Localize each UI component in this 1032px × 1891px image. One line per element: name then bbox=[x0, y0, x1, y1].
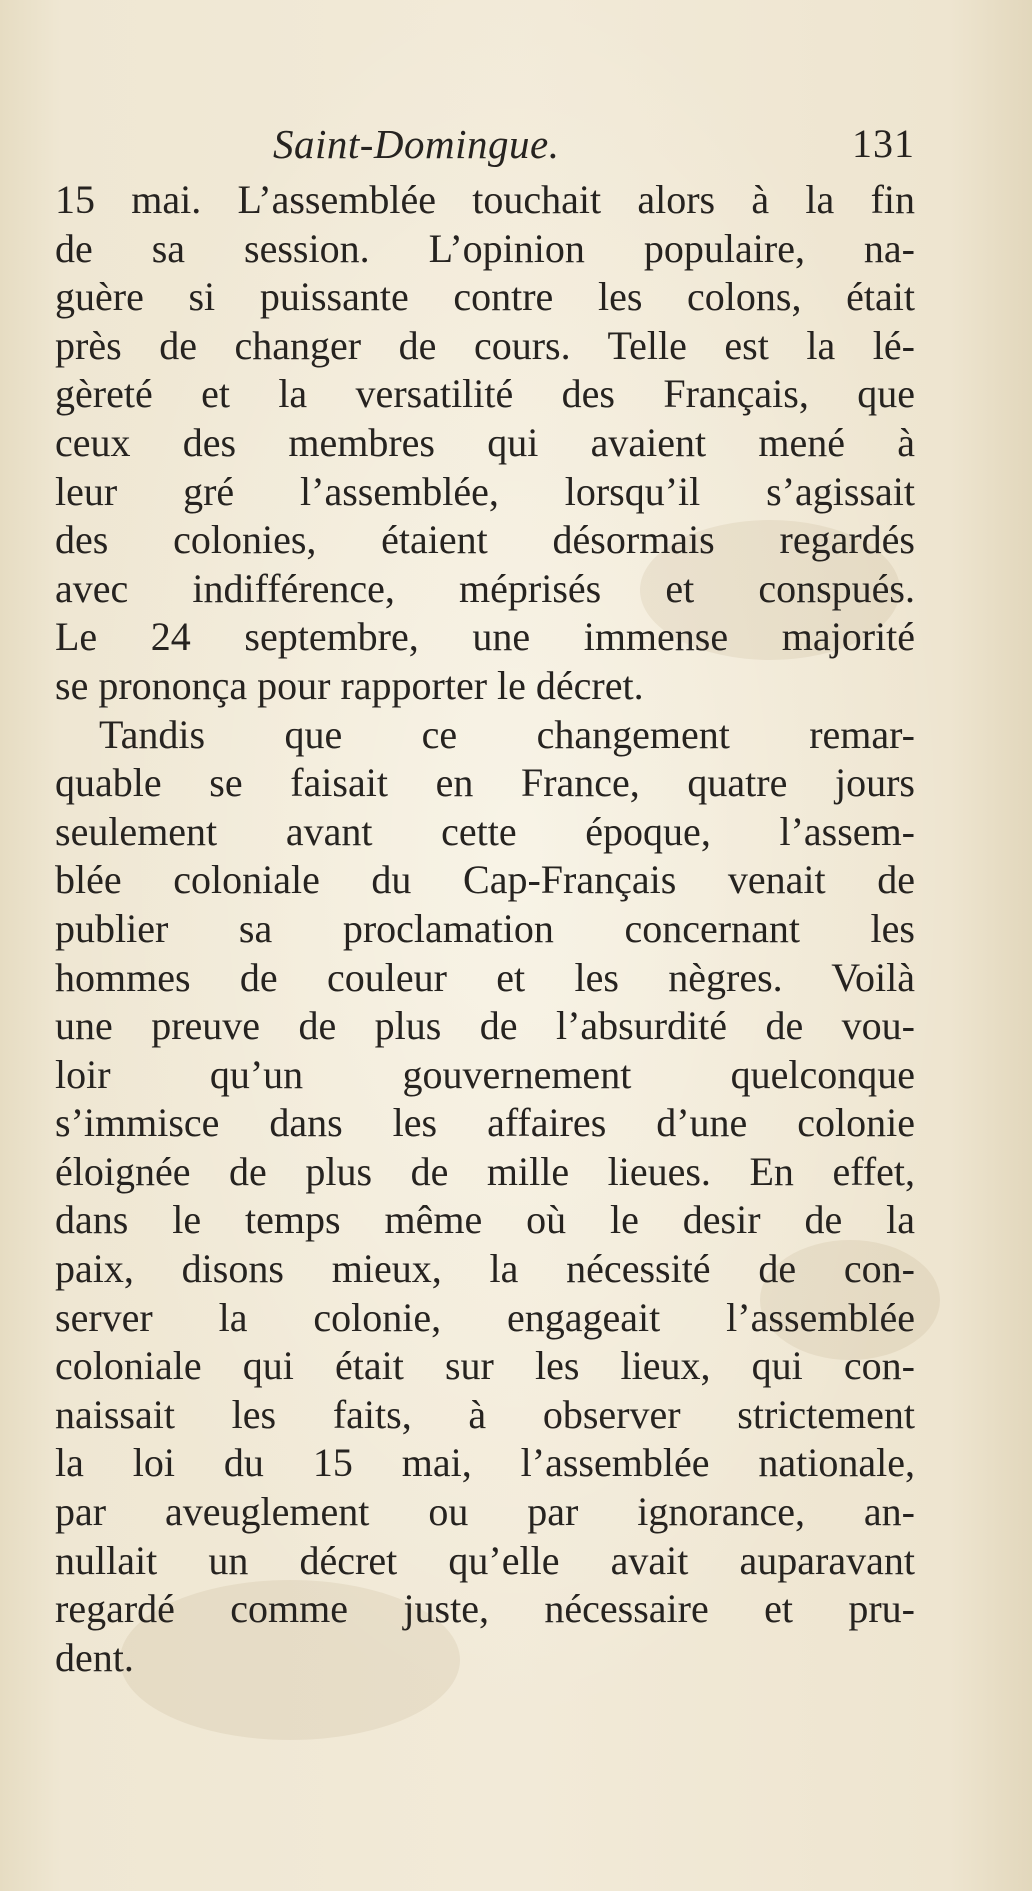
text-line: naissait les faits, à observer strictement bbox=[55, 1391, 915, 1437]
running-header bbox=[55, 118, 915, 170]
text-line: dans le temps même où le desir de la bbox=[55, 1197, 915, 1243]
text-line: loir qu’un gouvernement quelconque bbox=[55, 1051, 915, 1097]
body-text bbox=[55, 176, 915, 1682]
page-number: 131 bbox=[852, 121, 915, 166]
text-line: dent. bbox=[55, 1634, 134, 1680]
text-line: quable se faisait en France, quatre jours bbox=[55, 760, 915, 806]
text-line: avec indifférence, méprisés et conspués. bbox=[55, 565, 915, 611]
text-line: gèreté et la versatilité des Français, que bbox=[55, 371, 915, 417]
text-line: des colonies, étaient désormais regardés bbox=[55, 517, 915, 563]
running-title: Saint-Domingue. bbox=[273, 121, 560, 167]
text-line: leur gré l’assemblée, lorsqu’il s’agissait bbox=[55, 468, 915, 514]
text-line: Le 24 septembre, une immense majorité bbox=[55, 614, 915, 660]
text-line: la loi du 15 mai, l’assemblée nationale, bbox=[55, 1440, 915, 1486]
text-line: publier sa proclamation concernant les bbox=[55, 905, 915, 951]
text-line: hommes de couleur et les nègres. Voilà bbox=[55, 954, 915, 1000]
text-line: paix, disons mieux, la nécessité de con- bbox=[55, 1246, 915, 1292]
text-line: blée coloniale du Cap-Français venait de bbox=[55, 857, 915, 903]
text-line: guère si puissante contre les colons, était bbox=[55, 274, 915, 320]
text-line: de sa session. L’opinion populaire, na- bbox=[55, 225, 915, 271]
text-line: nullait un décret qu’elle avait auparavant bbox=[55, 1537, 915, 1583]
text-line: ceux des membres qui avaient mené à bbox=[55, 419, 915, 465]
text-line: une preuve de plus de l’absurdité de vou- bbox=[55, 1003, 915, 1049]
text-line: regardé comme juste, nécessaire et pru- bbox=[55, 1586, 915, 1632]
text-line: par aveuglement ou par ignorance, an- bbox=[55, 1489, 915, 1535]
text-line: près de changer de cours. Telle est la lé- bbox=[55, 322, 915, 368]
text-line: se prononça pour rapporter le décret. bbox=[55, 662, 644, 708]
text-line: seulement avant cette époque, l’assem- bbox=[55, 808, 915, 854]
text-line: coloniale qui était sur les lieux, qui con- bbox=[55, 1343, 915, 1389]
text-line: éloignée de plus de mille lieues. En effet, bbox=[55, 1148, 915, 1194]
text-line: server la colonie, engageait l’assemblée bbox=[55, 1294, 915, 1340]
text-line: 15 mai. L’assemblée touchait alors à la fin bbox=[55, 177, 915, 222]
text-line: Tandis que ce changement remar- bbox=[99, 711, 915, 757]
text-line: s’immisce dans les affaires d’une colonie bbox=[55, 1100, 915, 1146]
